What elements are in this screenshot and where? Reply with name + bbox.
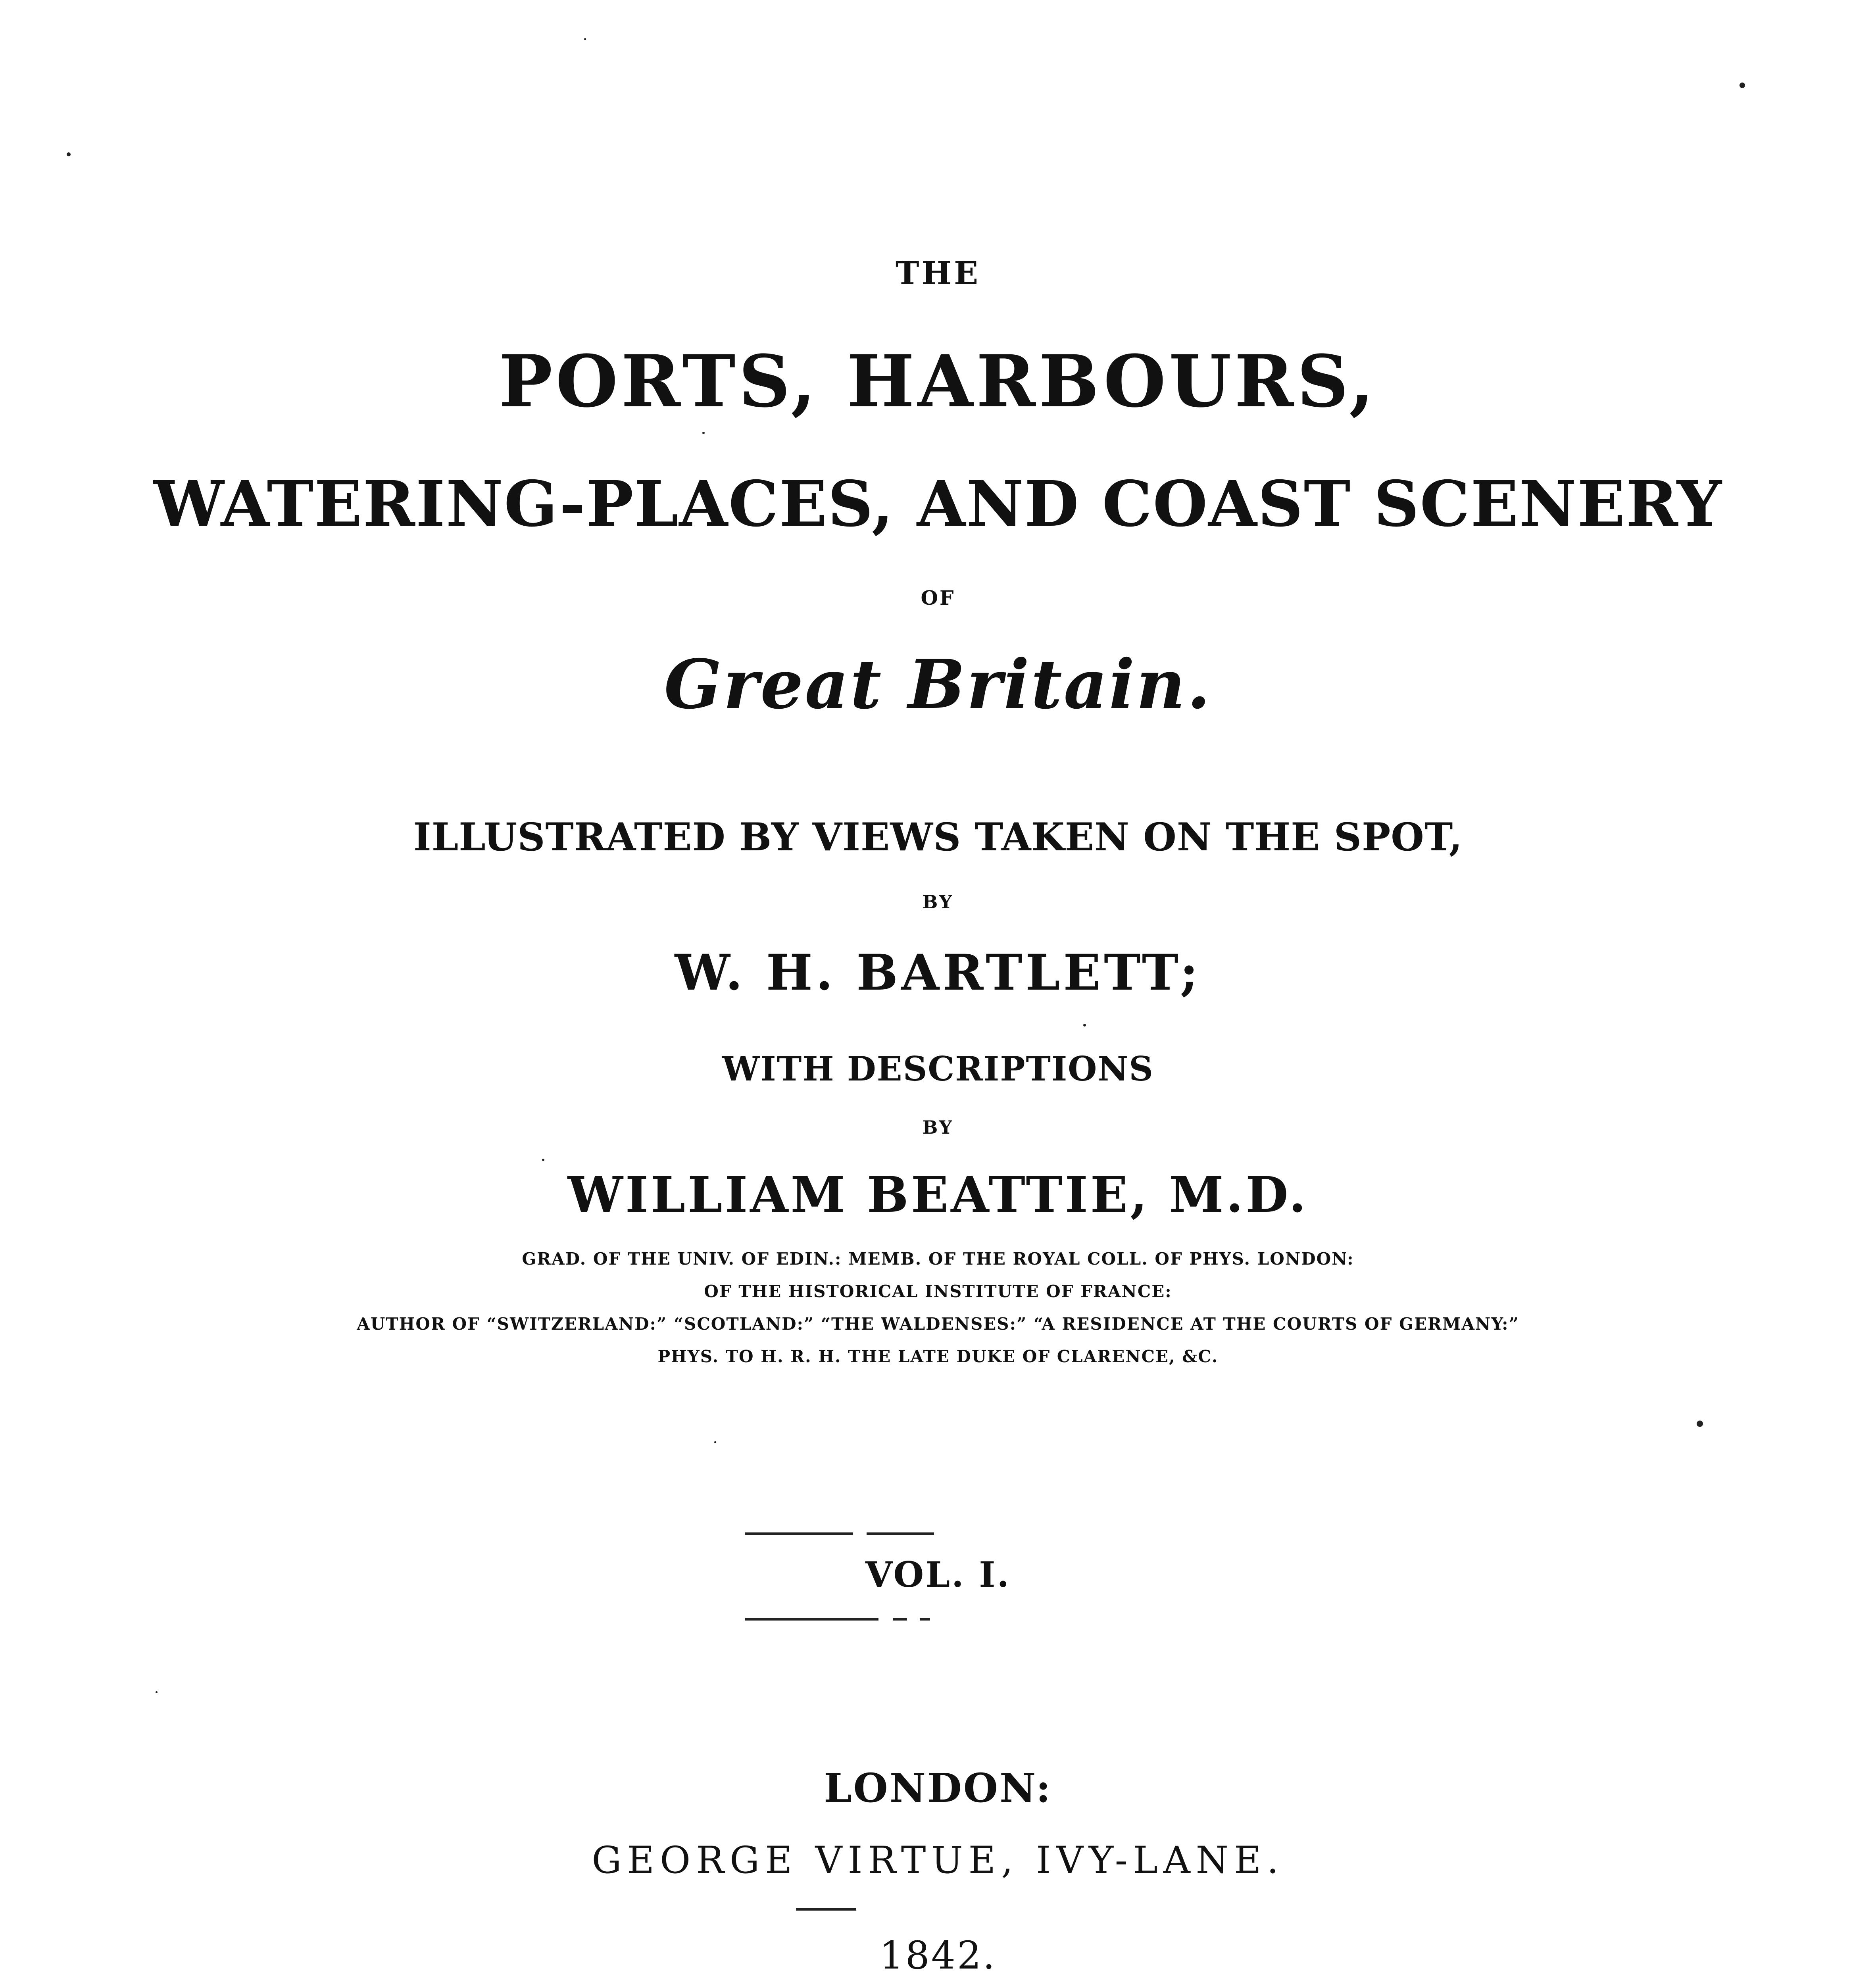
imprint-year: 1842. [879,1933,997,1978]
imprint-city: LONDON: [824,1765,1052,1811]
scan-speck [1083,1024,1086,1027]
title-article: THE [895,254,981,292]
scan-speck [542,1159,544,1161]
scan-speck [156,1691,158,1693]
scan-speck [1697,1421,1703,1427]
volume-rule-top [867,1532,934,1535]
volume-rule-bottom [920,1618,930,1621]
imprint-rule [796,1908,856,1911]
volume-rule-bottom [745,1618,878,1621]
title-line-1: PORTS, HARBOURS, [499,340,1377,423]
scan-speck [67,152,71,156]
scan-speck [1740,83,1745,88]
by-label-author: BY [922,1117,954,1138]
author-credential-line: PHYS. TO H. R. H. THE LATE DUKE OF CLARENCE, &C. [657,1347,1219,1366]
illustrated-statement: ILLUSTRATED BY VIEWS TAKEN ON THE SPOT, [413,815,1463,859]
scan-speck [714,1441,716,1443]
scan-speck [584,38,586,40]
imprint-publisher: GEORGE VIRTUE, IVY-LANE. [592,1839,1284,1882]
by-label-illustrator: BY [922,891,954,913]
volume-label: VOL. I. [865,1554,1011,1595]
scan-speck [702,432,705,434]
illustrator-name: W. H. BARTLETT; [675,944,1201,1002]
author-credential-line: OF THE HISTORICAL INSTITUTE OF FRANCE: [704,1282,1172,1301]
title-great-britain: Great Britain. [664,645,1212,724]
title-line-2: WATERING-PLACES, AND COAST SCENERY [154,467,1722,541]
author-credential-line: AUTHOR OF “SWITZERLAND:” “SCOTLAND:” “THE WALDENSES:” “A RESIDENCE AT THE COURTS OF GERMANY:” [357,1314,1519,1334]
author-name: WILLIAM BEATTIE, M.D. [567,1166,1309,1224]
with-descriptions: WITH DESCRIPTIONS [722,1049,1154,1088]
title-of: OF [921,586,955,609]
author-credential-line: GRAD. OF THE UNIV. OF EDIN.: MEMB. OF THE ROYAL COLL. OF PHYS. LONDON: [522,1249,1354,1269]
volume-rule-bottom [893,1618,907,1621]
volume-rule-top [745,1532,853,1535]
